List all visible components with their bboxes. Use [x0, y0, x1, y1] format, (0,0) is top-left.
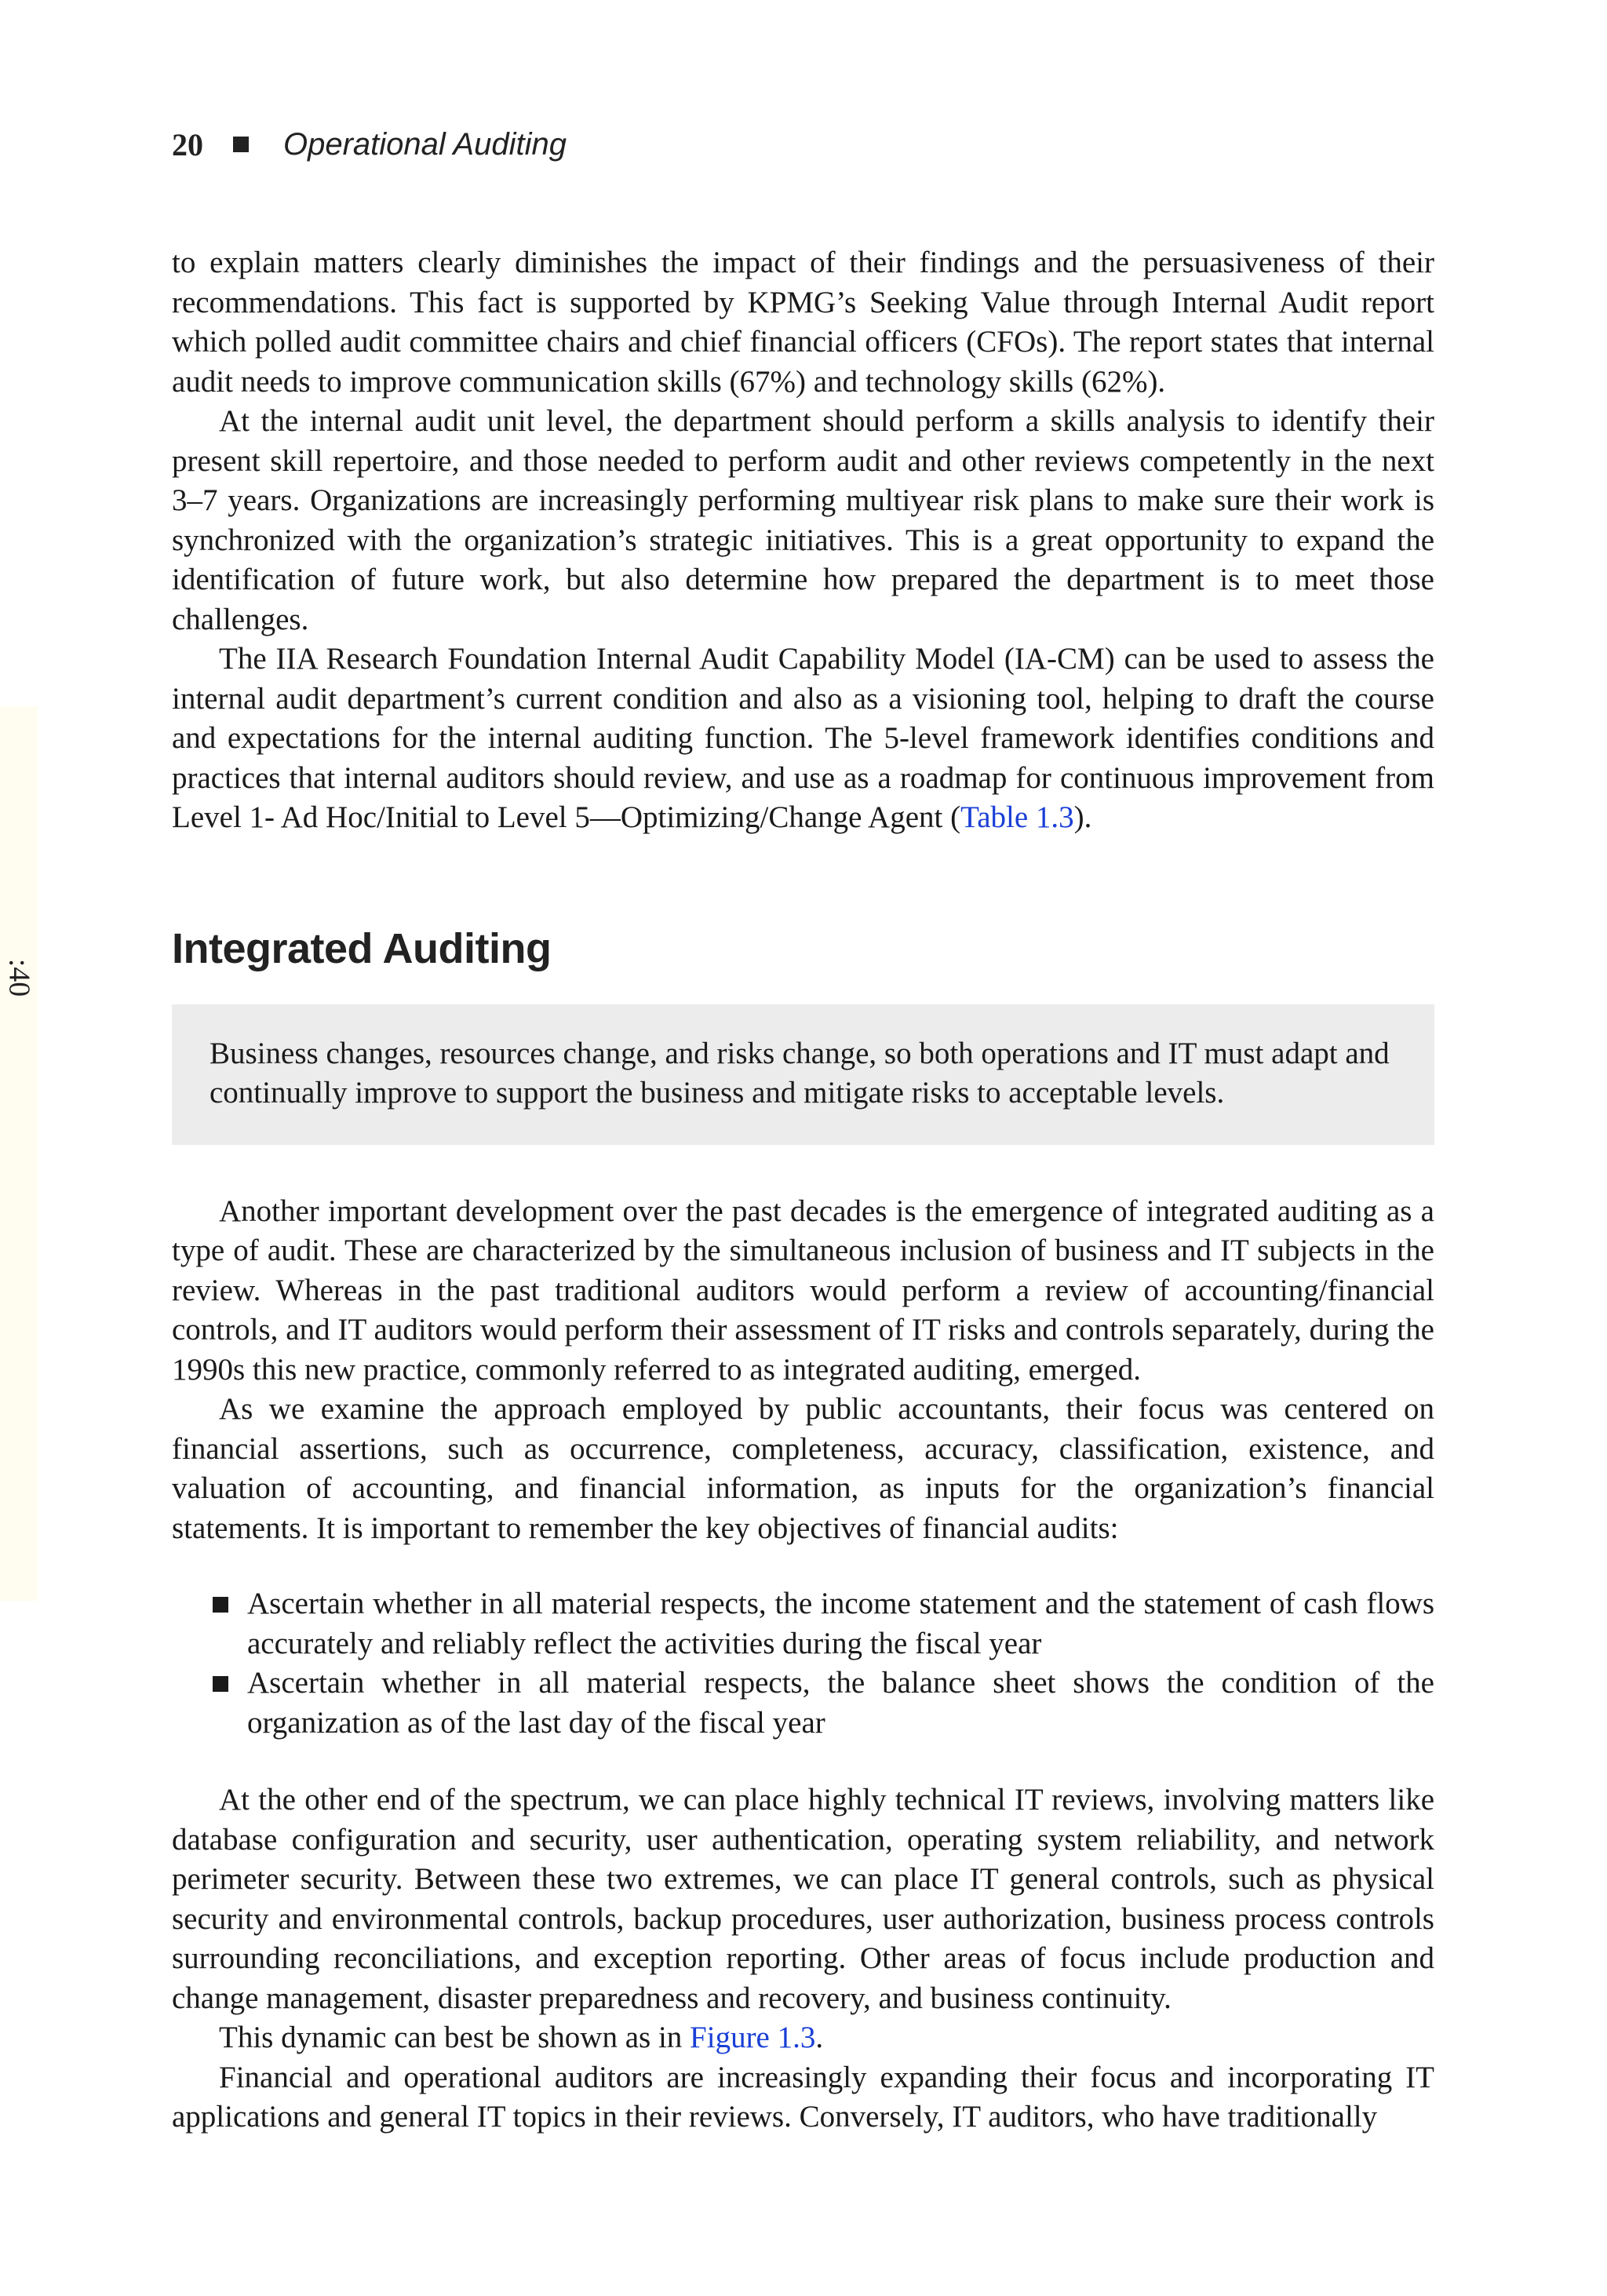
objectives-list [172, 1584, 1434, 1743]
paragraph-continued: to explain matters clearly diminishes the impact of their findings and the persuasiveness of their recommendations. This fact is supported by KPMG’s Seeking Value through Internal Audit report which polled audit committee chairs and chief financial officers (CFOs). The report states that internal audit needs to improve communication skills (67%) and technology skills (62%). [172, 246, 1434, 399]
paragraph-skills-analysis: At the internal audit unit level, the department should perform a skills analysis to identify their present skill repertoire, and those needed to perform audit and other reviews competently in the next 3–7 years. Organizations are increasingly performing multiyear risk plans to make sure their work is synchronized with the organization’s strategic initiatives. This is a great opportunity to expand the identification of future work, but also determine how prepared the department is to meet those challenges. [172, 404, 1434, 636]
page-number: 20 [172, 126, 203, 162]
callout-text: Business changes, resources change, and risks change, so both operations and IT must adapt and continually improve to support the business and mitigate risks to acceptable levels. [210, 1036, 1390, 1110]
list-item [172, 1584, 1434, 1664]
margin-mark-text: :40 [2, 958, 35, 997]
list-item [172, 1664, 1434, 1743]
paragraph-ia-cm-text: The IIA Research Foundation Internal Audit Capability Model (IA-CM) can be used to assess the internal audit department’s current condition and also as a visioning tool, helping to draft the course and expectations for the internal auditing function. The 5-level framework identifies conditions and practices that internal auditors should review, and use as a roadmap for continuous improvement from Level 1- Ad Hoc/Initial to Level 5—Optimizing/Change Agent ( [172, 642, 1434, 834]
square-bullet-icon [213, 1676, 228, 1692]
paragraph-dynamic-text: This dynamic can best be shown as in [219, 2021, 691, 2054]
running-header [172, 121, 567, 168]
running-title: Operational Auditing [283, 126, 567, 162]
paragraph-integrated-auditing: Another important development over the past decades is the emergence of integrated auditing as a type of audit. These are characterized by the simultaneous inclusion of business and IT subjects in the review. Whereas in the past traditional auditors would perform a review of accounting/financial controls, and IT auditors would perform their assessment of IT risks and controls separately, during the 1990s this new practice, commonly referred to as integrated auditing, emerged. [172, 1194, 1434, 1387]
paragraph-ia-cm-tail: ). [1073, 800, 1092, 834]
paragraph-public-accountants: As we examine the approach employed by public accountants, their focus was centered on financial assertions, such as occurrence, completeness, accuracy, classification, existence, and valuation of accounting, and financial information, as inputs for the organization’s financial statements. It is important to remember the key objectives of financial audits: [172, 1392, 1434, 1545]
margin-strip [0, 706, 38, 1601]
list-item-text: Ascertain whether in all material respects, the balance sheet shows the condition of the organization as of the last day of the fiscal year [247, 1666, 1434, 1740]
paragraph-technical-reviews: At the other end of the spectrum, we can place highly technical IT reviews, involving matters like database configuration and security, user authentication, operating system reliability, and network perimeter security. Between these two extremes, we can place IT general controls, such as physical security and environmental controls, backup procedures, user authorization, business process controls surrounding reconciliations, and exception reporting. Other areas of focus include production and change management, disaster preparedness and recovery, and business continuity. [172, 1783, 1434, 2015]
list-item-text: Ascertain whether in all material respects, the income statement and the statement of cash flows accurately and reliably reflect the activities during the fiscal year [247, 1587, 1434, 1660]
callout-box [172, 1004, 1434, 1145]
margin-mark [2, 956, 35, 1000]
paragraph-dynamic-tail: . [815, 2021, 824, 2054]
table-1-3-link[interactable]: Table 1.3 [960, 800, 1074, 834]
paragraph-dynamic [172, 2018, 1434, 2058]
square-bullet-icon [233, 137, 249, 152]
paragraph-expanding-focus: Financial and operational auditors are increasingly expanding their focus and incorporating IT applications and general IT topics in their reviews. Conversely, IT auditors, who have traditionally [172, 2060, 1434, 2134]
figure-1-3-link[interactable]: Figure 1.3 [690, 2021, 816, 2054]
square-bullet-icon [213, 1597, 228, 1613]
section-heading: Integrated Auditing [172, 924, 552, 972]
spacer [172, 1145, 1434, 1192]
page-body [172, 243, 1434, 2137]
paragraph-ia-cm [172, 640, 1434, 838]
